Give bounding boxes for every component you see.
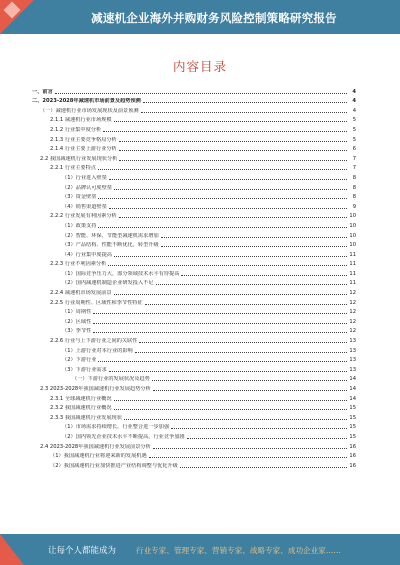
footer-accent-corner [0,534,24,565]
table-of-contents [32,85,356,469]
toc-entry-label: 2.2.5 行业周期性、区域性和季节性特征 [50,299,143,306]
toc-entry[interactable] [32,133,356,143]
toc-entry[interactable] [32,421,356,431]
toc-entry-page: 16 [349,453,356,460]
toc-entry-label: （2）下游行业 [62,357,97,364]
toc-dot-leader [143,102,347,103]
toc-entry-page: 4 [352,107,356,114]
toc-dot-leader [153,390,347,391]
toc-entry-page: 8 [352,184,356,191]
toc-entry-page: 10 [349,232,356,239]
toc-dot-leader [109,208,347,209]
toc-entry[interactable] [32,219,356,229]
toc-entry[interactable] [32,402,356,412]
toc-entry-page: 16 [349,443,356,450]
toc-dot-leader [141,112,347,113]
toc-dot-leader [139,342,347,343]
toc-entry[interactable] [32,286,356,296]
toc-entry-page: 5 [352,126,356,133]
toc-dot-leader [149,457,347,458]
toc-entry[interactable] [32,162,356,172]
toc-dot-leader [119,160,347,161]
toc-dot-leader [98,198,347,199]
toc-entry-page: 14 [349,386,356,392]
toc-entry-label: 2.2.3 行业不利因素分析 [50,261,107,268]
toc-entry-page: 12 [349,290,356,297]
toc-entry-label: （3）下游行业需求 [62,366,107,373]
toc-entry-page: 11 [349,261,356,268]
toc-entry-page: 4 [352,98,356,105]
toc-entry-label: 2.2.2 行业发展有利因素分析 [50,213,117,220]
footer-slogan: 让每个人都能成为 [48,546,117,556]
toc-entry-page: 12 [349,299,356,306]
toc-dot-leader [171,428,347,429]
toc-entry-label: 2.1.2 行业集中度分析 [50,126,102,133]
toc-entry-label: （1）上游行业对本行业的影响 [62,347,133,354]
toc-entry-label: 2.1.3 行业主要竞争格局分析 [50,136,117,143]
header-band [0,0,400,34]
toc-entry-page: 8 [352,194,356,201]
toc-entry-label: 2.2.1 行业主要特点 [50,165,96,172]
toc-entry[interactable] [32,200,356,210]
toc-entry-label: （2）区域性 [62,318,92,325]
toc-entry-page: 11 [349,251,356,258]
toc-entry[interactable] [32,354,356,364]
toc-dot-leader [103,131,347,132]
toc-entry-page: 16 [349,462,356,469]
toc-entry[interactable] [32,363,356,373]
toc-entry-page: 15 [349,433,356,440]
toc-entry-page: 11 [349,270,356,277]
toc-dot-leader [181,275,347,276]
toc-entry[interactable] [32,114,356,124]
toc-entry[interactable] [32,258,356,268]
toc-dot-leader [161,237,347,238]
toc-entry-label: 2.2 我国减速机行业发展现状分析 [40,155,118,162]
toc-entry-label: 2.3.1 全球减速机行业概况 [50,395,112,402]
toc-dot-leader [135,352,347,353]
toc-entry-page: 14 [349,376,356,383]
footer-band [0,534,400,565]
toc-entry[interactable] [32,248,356,258]
toc-entry-page: 13 [349,347,356,354]
toc-entry-label: （1）我国减速机行业将迎来新的发展机遇 [50,453,147,460]
toc-entry[interactable] [32,95,356,105]
toc-entry[interactable] [32,181,356,191]
toc-entry-page: 15 [349,424,356,431]
toc-dot-leader [109,179,347,180]
toc-dot-leader [98,361,347,362]
toc-entry-label: （一）减速机行业市场发展现状及前景预测 [40,107,139,114]
toc-entry[interactable] [32,296,356,306]
header-accent-corner [0,0,34,34]
toc-entry-label: 二、2023-2028年减速机市场前景及趋势预测 [32,98,141,105]
toc-entry-label: （3）资金壁垒 [62,194,97,201]
toc-entry-page: 12 [349,309,356,316]
toc-entry-page: 14 [349,395,356,402]
toc-entry-page: 5 [352,117,356,124]
toc-entry-page: 12 [349,318,356,325]
toc-entry-label: （1）行业进入壁垒 [62,174,107,181]
toc-entry-label: 2.4 2023-2028年我国减速机行业发展前景分析 [40,443,151,450]
toc-entry[interactable] [32,191,356,201]
toc-entry-page: 5 [352,136,356,143]
toc-entry-label: 一、前言 [32,88,53,95]
toc-entry-label: 2.3.2 我国减速机行业概况 [50,405,112,412]
toc-heading: 内容目录 [172,59,227,74]
toc-dot-leader [93,332,347,333]
toc-entry-label: （1）国际竞争压力大，部分领域技术水平有待提高 [62,270,180,277]
toc-entry-page: 12 [349,328,356,335]
toc-entry[interactable] [32,152,356,162]
toc-entry[interactable] [32,267,356,277]
toc-dot-leader [119,141,347,142]
toc-entry[interactable] [32,459,356,469]
toc-dot-leader [119,217,347,218]
toc-entry[interactable] [32,85,356,95]
toc-entry-page: 7 [352,165,356,172]
toc-dot-leader [156,284,348,285]
toc-entry[interactable] [32,143,356,153]
toc-entry-page: 4 [352,88,356,95]
toc-dot-leader [180,467,347,468]
toc-entry-page: 10 [349,213,356,220]
toc-entry-label: （1）周期性 [62,309,92,316]
toc-entry-page: 13 [349,338,356,345]
toc-entry[interactable] [32,239,356,249]
toc-dot-leader [114,294,347,295]
toc-dot-leader [114,400,347,401]
toc-entry-page: 6 [352,146,356,153]
toc-dot-leader [145,304,347,305]
toc-dot-leader [161,246,347,247]
toc-dot-leader [114,256,347,257]
toc-entry-label: （2）国内减速机制造企业研发投入不足 [62,280,154,287]
toc-dot-leader [55,93,347,94]
toc-entry[interactable] [32,210,356,220]
toc-entry-label: 2.1.4 行业主要上游行业分析 [50,146,117,153]
toc-entry-label: （2）品牌认可度壁垒 [62,184,112,191]
toc-entry-page: 13 [349,366,356,373]
toc-entry-page: 10 [349,222,356,229]
toc-entry[interactable] [32,373,356,383]
toc-entry-label: 2.3 2023-2028年我国减速机行业发展趋势分析 [40,386,151,392]
toc-dot-leader [152,380,347,381]
toc-entry-label: （2）国内领先企业技术水平不断提高，行业竞争加剧 [62,433,185,440]
toc-dot-leader [114,121,347,122]
toc-entry-label: （1）市场需求持续增长，行业整合进一步加强 [62,424,170,431]
toc-dot-leader [114,409,347,410]
toc-entry-label: 2.3.3 我国减速机行业发展现状 [50,414,122,421]
toc-entry-page: 7 [352,155,356,162]
toc-entry[interactable] [32,306,356,316]
toc-entry[interactable] [32,171,356,181]
toc-entry-page: 15 [349,405,356,412]
toc-entry[interactable] [32,315,356,325]
toc-entry[interactable] [32,277,356,287]
toc-entry-label: （2）智能、环保、节能型减速机需求增加 [62,232,159,239]
toc-entry-label: （3）产品结构、性能不断优化，转型升级 [62,242,159,249]
toc-entry-page: 11 [349,280,356,287]
toc-entry-label: （一）下游行业的发展状况及趋势 [72,376,150,383]
toc-dot-leader [108,265,347,266]
toc-entry[interactable] [32,325,356,335]
toc-entry[interactable] [32,123,356,133]
toc-entry-label: 2.2.6 行业与上下游行业之间的关联性 [50,338,138,345]
toc-dot-leader [187,438,347,439]
toc-dot-leader [98,227,347,228]
toc-dot-leader [119,150,347,151]
toc-dot-leader [98,169,347,170]
toc-entry-page: 9 [352,203,356,210]
toc-entry[interactable] [32,440,356,450]
toc-dot-leader [109,371,347,372]
toc-entry-label: （4）销售渠道壁垒 [62,203,107,210]
toc-entry-label: 2.1.1 减速机行业市场规模 [50,117,112,124]
toc-entry[interactable] [32,229,356,239]
toc-entry[interactable] [32,392,356,402]
toc-dot-leader [93,313,347,314]
toc-entry[interactable] [32,344,356,354]
toc-entry-page: 13 [349,357,356,364]
toc-entry-label: 2.2.4 减速机市场发展前景 [50,290,112,297]
toc-entry[interactable] [32,430,356,440]
toc-entry[interactable] [32,382,356,392]
toc-dot-leader [153,448,347,449]
footer-tagline: 行业专家、管理专家、营销专家、战略专家、成功企业家…… [136,546,342,555]
toc-entry[interactable] [32,411,356,421]
toc-dot-leader [114,189,347,190]
toc-entry-page: 10 [349,242,356,249]
document-title: 减速机企业海外并购财务风险控制策略研究报告 [91,11,337,25]
toc-entry[interactable] [32,450,356,460]
toc-dot-leader [93,323,347,324]
toc-entry-label: （4）行业集中度提高 [62,251,112,258]
toc-entry[interactable] [32,334,356,344]
toc-entry-label: （1）政策支持 [62,222,97,229]
toc-entry-page: 15 [349,414,356,421]
toc-entry-label: （2）我国减速机行业加快推进产业结构调整与优化升级 [50,462,178,469]
toc-entry-page: 8 [352,174,356,181]
toc-entry-label: （3）季节性 [62,328,92,335]
toc-entry[interactable] [32,104,356,114]
toc-dot-leader [124,419,347,420]
